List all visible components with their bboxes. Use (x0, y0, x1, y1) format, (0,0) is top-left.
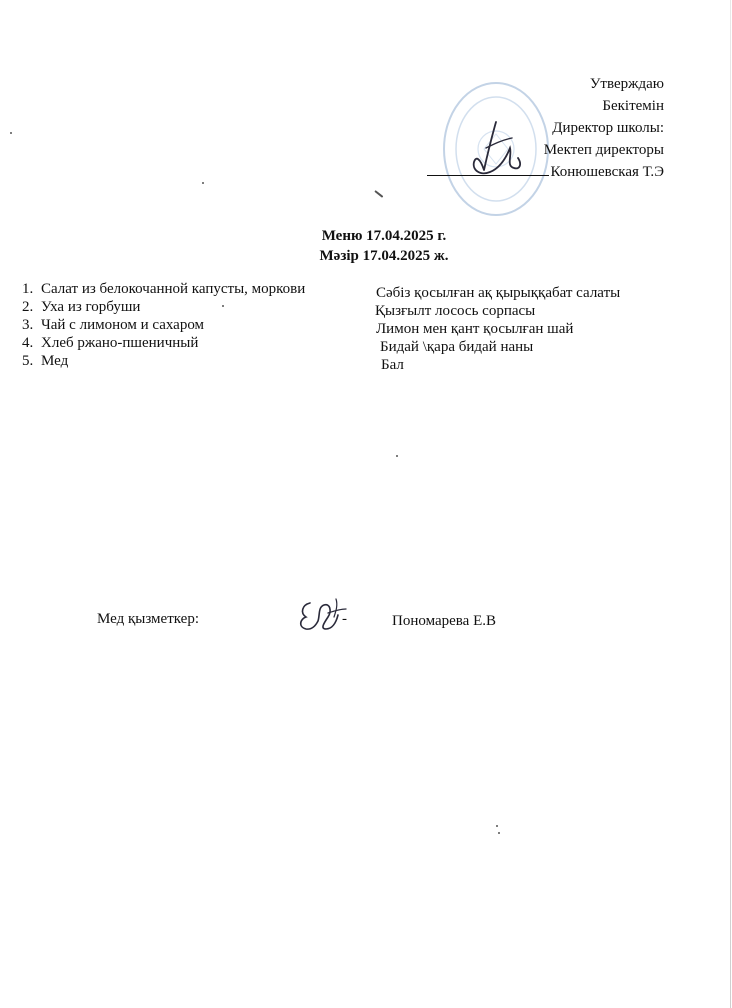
approval-signature-line (427, 161, 664, 183)
menu-title-ru: Меню 17.04.2025 г. (321, 228, 447, 244)
medic-label: Мед қызметкер: (97, 611, 200, 627)
signature-dash: - (342, 611, 347, 627)
scan-speck (10, 132, 12, 134)
list-item: Лимон мен қант қосылған шай (376, 321, 574, 337)
item-text: Чай с лимоном и сахаром (41, 317, 205, 333)
approval-block (427, 73, 664, 183)
scan-speck (498, 832, 500, 834)
list-item: Қызғылт лосось сорпасы (375, 303, 536, 319)
list-item: Бидай \қара бидай наны (380, 339, 534, 355)
list-item: Сәбіз қосылған ақ қырыққабат салаты (376, 285, 621, 301)
item-number: 4. (22, 335, 34, 351)
approval-position-kz: Мектеп директоры (543, 142, 664, 158)
item-number: 3. (22, 317, 34, 333)
menu-title-kz: Мәзір 17.04.2025 ж. (319, 248, 449, 264)
scan-speck (375, 190, 384, 197)
director-name: Конюшевская Т.Э (550, 164, 664, 180)
signature-underline (427, 161, 549, 176)
medic-name: Пономарева Е.В (392, 613, 496, 629)
item-number: 5. (22, 353, 34, 369)
item-number: 2. (22, 299, 34, 315)
item-text: Уха из горбуши (41, 299, 141, 315)
approval-position-ru: Директор школы: (552, 120, 664, 136)
scan-speck (202, 182, 204, 184)
scan-edge (730, 0, 731, 1008)
scan-speck (222, 305, 224, 307)
item-text: Мед (41, 353, 69, 369)
list-item (22, 352, 305, 370)
menu-list-kz (376, 284, 620, 374)
approval-approve-kz: Бекітемін (602, 98, 664, 114)
list-item (22, 280, 305, 298)
menu-list-ru (22, 280, 305, 370)
item-text: Салат из белокочанной капусты, моркови (41, 281, 306, 297)
approval-approve: Утверждаю (589, 76, 664, 92)
medic-signature-icon (296, 595, 366, 635)
list-item (22, 298, 305, 316)
list-item (22, 334, 305, 352)
item-number: 1. (22, 281, 34, 297)
list-item (22, 316, 305, 334)
scan-speck (496, 825, 498, 827)
item-text: Хлеб ржано-пшеничный (41, 335, 199, 351)
list-item: Бал (381, 357, 404, 373)
scan-speck (396, 455, 398, 457)
